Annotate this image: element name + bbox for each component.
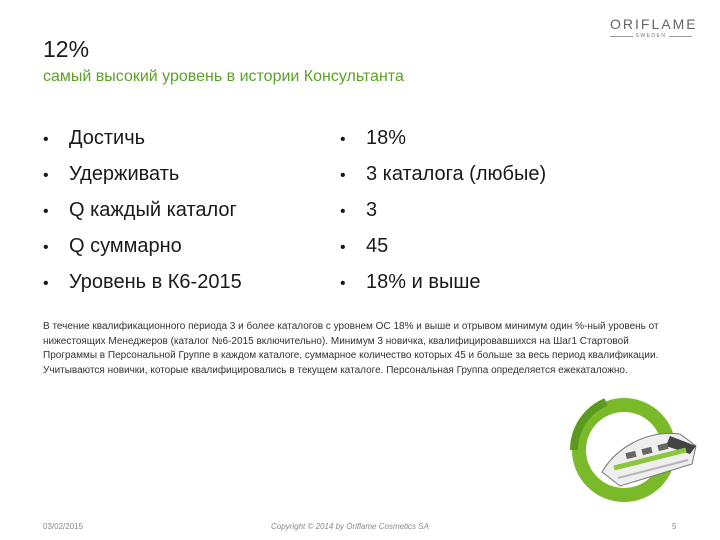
footer-copyright: Copyright © 2014 by Oriflame Cosmetics SA: [271, 522, 429, 531]
list-item: [340, 199, 546, 235]
oriflame-logo: [610, 16, 698, 39]
list-item-value: 3: [366, 199, 378, 221]
list-item: [43, 271, 242, 307]
logo-name: ORIFLAME: [610, 16, 698, 32]
bullet: •: [340, 131, 346, 148]
bullet: •: [340, 167, 346, 184]
bullet: •: [43, 131, 49, 148]
bullet: •: [340, 239, 346, 256]
bullet: •: [43, 275, 49, 292]
bullet: •: [43, 203, 49, 220]
list-item: [43, 127, 242, 163]
list-item: [340, 163, 546, 199]
list-item: [340, 271, 546, 307]
list-item-label: Удерживать: [69, 163, 180, 185]
bullet: •: [340, 203, 346, 220]
list-item-label: Q каждый каталог: [69, 199, 237, 221]
list-item: [43, 235, 242, 271]
bullet: •: [43, 167, 49, 184]
slide-subtitle: самый высокий уровень в истории Консультанта: [43, 68, 404, 85]
qualification-note: В течение квалификационного периода 3 и более каталогов с уровнем ОС 18% и выше и отрывом минимум один %-ный уровень от нижестоящих Менеджеров (каталог №6-2015 включительно). Минимум 3 новичка, квалифицировавшихся на Шаг1 Стартовой Программы в Персональной Группе в каждом каталоге, суммарное количество которых 45 и больше за весь период квалификации. Учитываются новички, которые квалифицировались в текущем каталоге. Персональная Группа определяется ежекаталожно.: [43, 321, 659, 376]
list-item: [340, 235, 546, 271]
bullet: •: [340, 275, 346, 292]
list-item: [43, 163, 242, 199]
list-item-value: 3 каталога (любые): [366, 163, 547, 185]
bullet: •: [43, 239, 49, 256]
values-list: [340, 127, 546, 307]
slide-title: 12%: [43, 36, 90, 62]
list-item-value: 18% и выше: [366, 271, 481, 293]
list-item-value: 45: [366, 235, 389, 257]
requirements-list: [43, 127, 242, 307]
train-icon: [566, 388, 700, 510]
list-item: [340, 127, 546, 163]
footer-date: 03/02/2015: [43, 522, 84, 531]
list-item-label: Уровень в К6-2015: [69, 271, 242, 293]
page-number: 5: [672, 522, 677, 531]
list-item-label: Достичь: [69, 127, 146, 149]
logo-subtitle: SWEDEN: [635, 33, 667, 39]
list-item-value: 18%: [366, 127, 407, 149]
list-item: [43, 199, 242, 235]
list-item-label: Q суммарно: [69, 235, 182, 257]
logo-rule-right: [669, 36, 692, 37]
logo-rule-left: [610, 36, 633, 37]
